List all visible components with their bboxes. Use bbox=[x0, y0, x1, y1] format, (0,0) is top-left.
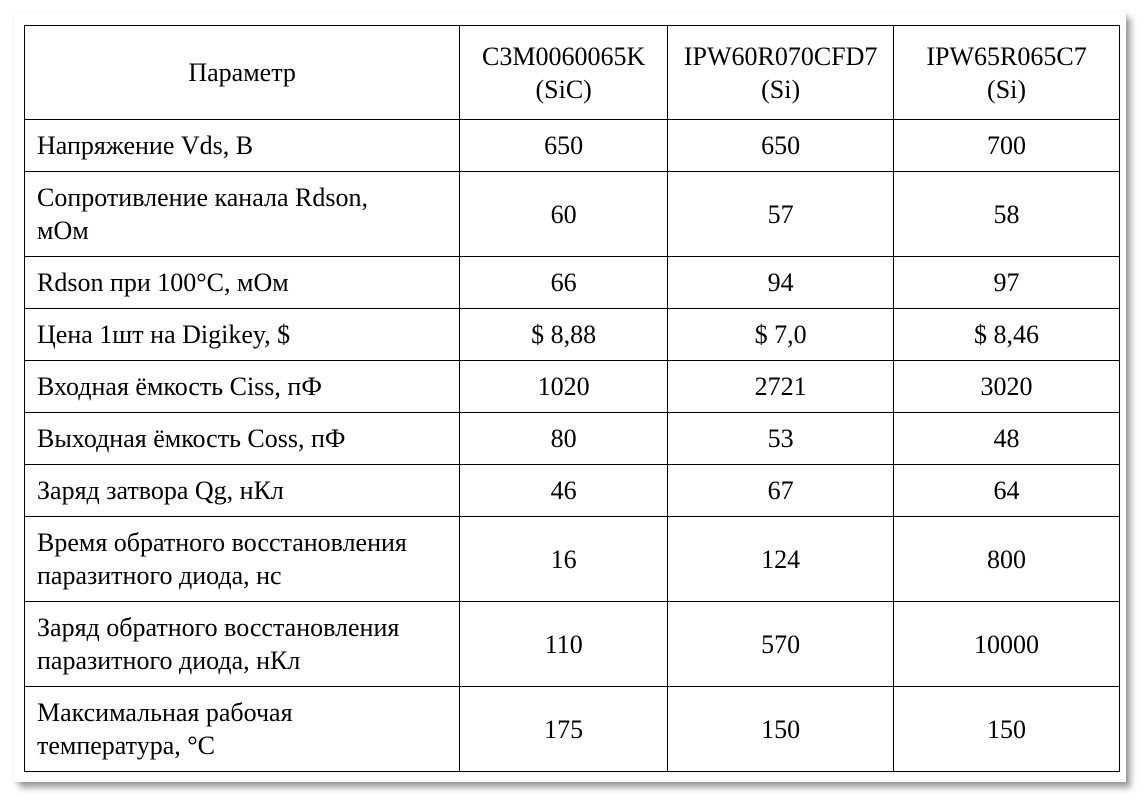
cell-value: 53 bbox=[668, 413, 894, 465]
cell-value: 650 bbox=[460, 120, 668, 172]
cell-value: 150 bbox=[894, 687, 1120, 772]
table-row bbox=[25, 309, 1120, 361]
cell-value: 124 bbox=[668, 517, 894, 602]
comparison-table bbox=[24, 25, 1120, 772]
table-row bbox=[25, 257, 1120, 309]
row-label: Сопротивление канала Rdson, мОм bbox=[25, 172, 460, 257]
cell-value: 10000 bbox=[894, 602, 1120, 687]
cell-value: 2721 bbox=[668, 361, 894, 413]
cell-value: 94 bbox=[668, 257, 894, 309]
cell-value: 16 bbox=[460, 517, 668, 602]
row-label: Максимальная рабочая температура, °C bbox=[25, 687, 460, 772]
cell-value: 48 bbox=[894, 413, 1120, 465]
table-frame bbox=[14, 12, 1126, 782]
cell-value: $ 7,0 bbox=[668, 309, 894, 361]
row-label: Rdson при 100°C, мОм bbox=[25, 257, 460, 309]
cell-value: 700 bbox=[894, 120, 1120, 172]
cell-value: 650 bbox=[668, 120, 894, 172]
cell-value: 80 bbox=[460, 413, 668, 465]
cell-value: 64 bbox=[894, 465, 1120, 517]
cell-value: 66 bbox=[460, 257, 668, 309]
header-row bbox=[25, 26, 1120, 120]
header-device-3 bbox=[894, 26, 1120, 120]
table-row bbox=[25, 465, 1120, 517]
table-row bbox=[25, 120, 1120, 172]
device-name: IPW60R070CFD7 bbox=[683, 41, 878, 71]
header-device-2 bbox=[668, 26, 894, 120]
cell-value: 1020 bbox=[460, 361, 668, 413]
device-technology: (Si) bbox=[987, 74, 1027, 104]
table-row bbox=[25, 517, 1120, 602]
cell-value: $ 8,46 bbox=[894, 309, 1120, 361]
row-label: Напряжение Vds, В bbox=[25, 120, 460, 172]
row-label: Цена 1шт на Digikey, $ bbox=[25, 309, 460, 361]
cell-value: 110 bbox=[460, 602, 668, 687]
header-parameter: Параметр bbox=[25, 26, 460, 120]
device-name: IPW65R065C7 bbox=[926, 41, 1087, 71]
header-device-1 bbox=[460, 26, 668, 120]
cell-value: 150 bbox=[668, 687, 894, 772]
device-name: C3M0060065K bbox=[482, 41, 646, 71]
table-row bbox=[25, 413, 1120, 465]
row-label: Выходная ёмкость Coss, пФ bbox=[25, 413, 460, 465]
cell-value: 57 bbox=[668, 172, 894, 257]
row-label: Входная ёмкость Ciss, пФ bbox=[25, 361, 460, 413]
cell-value: 58 bbox=[894, 172, 1120, 257]
row-label: Заряд обратного восстановления паразитного диода, нКл bbox=[25, 602, 460, 687]
cell-value: 800 bbox=[894, 517, 1120, 602]
row-label: Время обратного восстановления паразитного диода, нс bbox=[25, 517, 460, 602]
cell-value: 46 bbox=[460, 465, 668, 517]
cell-value: 97 bbox=[894, 257, 1120, 309]
table-row bbox=[25, 602, 1120, 687]
cell-value: 570 bbox=[668, 602, 894, 687]
cell-value: 60 bbox=[460, 172, 668, 257]
table-row bbox=[25, 687, 1120, 772]
table-row bbox=[25, 361, 1120, 413]
cell-value: 175 bbox=[460, 687, 668, 772]
device-technology: (SiC) bbox=[535, 74, 592, 104]
cell-value: 67 bbox=[668, 465, 894, 517]
cell-value: $ 8,88 bbox=[460, 309, 668, 361]
cell-value: 3020 bbox=[894, 361, 1120, 413]
row-label: Заряд затвора Qg, нКл bbox=[25, 465, 460, 517]
table-row bbox=[25, 172, 1120, 257]
device-technology: (Si) bbox=[761, 74, 801, 104]
